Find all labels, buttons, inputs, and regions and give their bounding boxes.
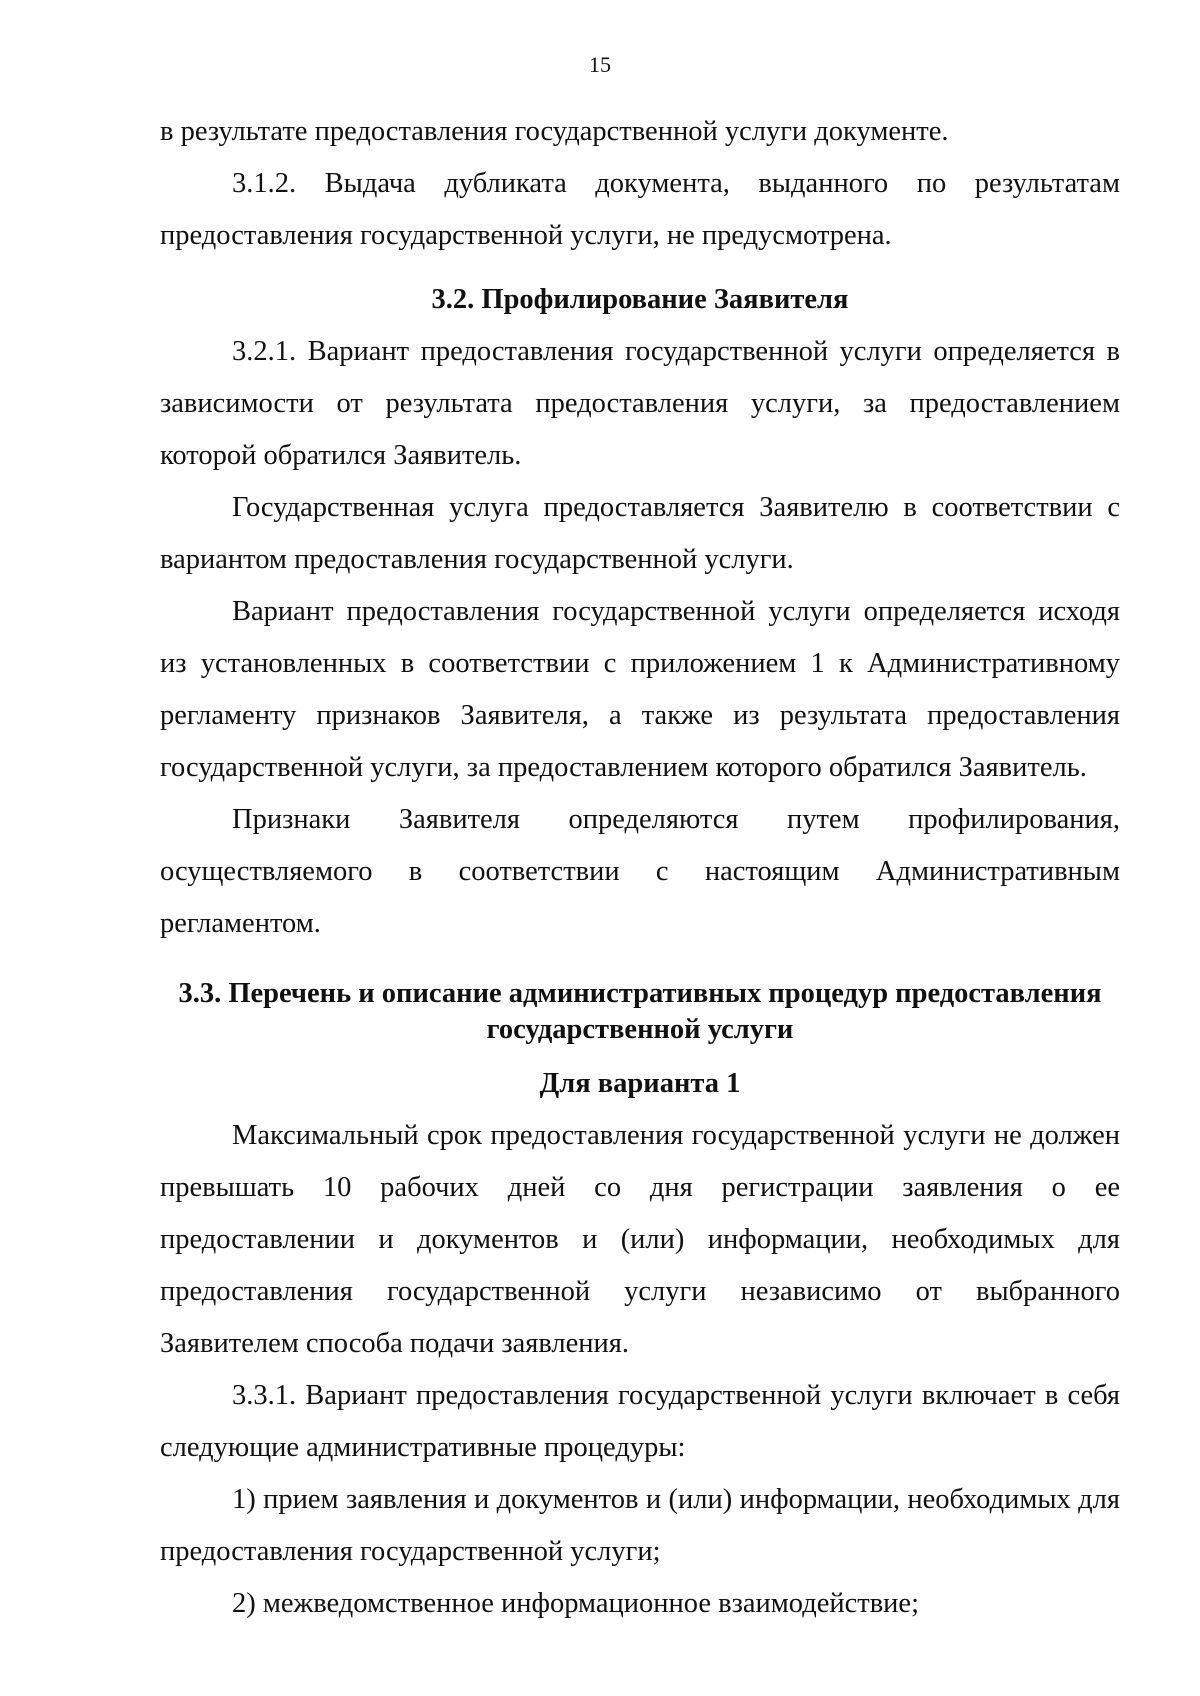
list-item-2: 2) межведомственное информационное взаимодействие; [232,1588,919,1619]
paragraph-3-3-1: 3.3.1. Вариант предоставления государственной услуги включает в себя следующие административные процедуры: [160,1380,1120,1463]
paragraph-applicant-signs: Признаки Заявителя определяются путем профилирования, осуществляемого в соответствии с настоящим Административным регламентом. [160,804,1120,939]
page-number: 15 [589,52,611,77]
heading-3-2: 3.2. Профилирование Заявителя [431,284,849,315]
paragraph-3-1-2: 3.1.2. Выдача дубликата документа, выданного по результатам предоставления государственной услуги, не предусмотрена. [160,168,1120,251]
paragraph-max-term: Максимальный срок предоставления государственной услуги не должен превышать 10 рабочих дней со дня регистрации заявления о ее предоставлении и документов и (или) информации, необходимых для предоставления государственной услуги независимо от выбранного Заявителем способа подачи заявления. [160,1120,1120,1359]
list-item-1: 1) прием заявления и документов и (или) информации, необходимых для предоставления государственной услуги; [160,1484,1120,1567]
paragraph-3-2-1: 3.2.1. Вариант предоставления государственной услуги определяется в зависимости от результата предоставления услуги, за предоставлением которой обратился Заявитель. [160,336,1120,471]
heading-variant-1: Для варианта 1 [539,1068,741,1099]
paragraph-continuation: в результате предоставления государственной услуги документе. [160,116,949,147]
document-body [160,106,1120,1630]
paragraph-variant-determined: Вариант предоставления государственной услуги определяется исходя из установленных в соответствии с приложением 1 к Административному регламенту признаков Заявителя, а также из результата предоставления государственной услуги, за предоставлением которого обратился Заявитель. [160,596,1120,783]
heading-3-3: 3.3. Перечень и описание административных процедур предоставления государственной услуги [178,978,1102,1045]
paragraph-service-provided: Государственная услуга предоставляется Заявителю в соответствии с вариантом предоставления государственной услуги. [160,492,1120,575]
